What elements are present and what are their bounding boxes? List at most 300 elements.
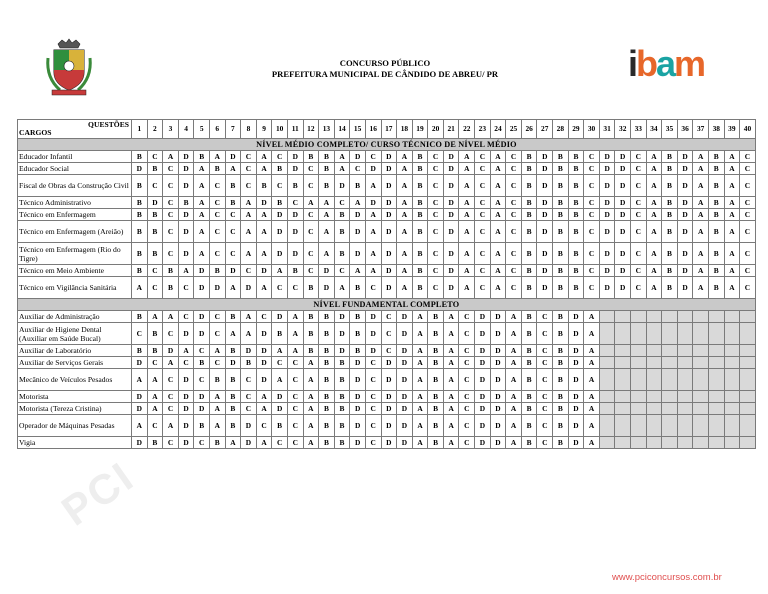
answer-cell: D [599, 175, 615, 197]
question-number: 29 [568, 120, 584, 139]
answer-cell: B [147, 163, 163, 175]
blank-cell [646, 415, 662, 437]
answer-cell: B [662, 277, 678, 299]
blank-cell [677, 311, 693, 323]
answer-cell: D [365, 345, 381, 357]
answer-cell: C [506, 175, 522, 197]
answer-cell: D [350, 209, 366, 221]
answer-cell: C [272, 175, 288, 197]
blank-cell [662, 323, 678, 345]
answer-cell: C [241, 391, 257, 403]
answer-cell: C [459, 345, 475, 357]
answer-cell: D [272, 311, 288, 323]
answer-cell: D [615, 175, 631, 197]
answer-cell: A [490, 151, 506, 163]
answer-cell: C [132, 323, 148, 345]
answer-cell: A [490, 277, 506, 299]
answer-cell: C [303, 265, 319, 277]
answer-cell: C [459, 311, 475, 323]
section-header-row [18, 139, 756, 151]
blank-cell [677, 391, 693, 403]
answer-cell: D [350, 151, 366, 163]
answer-cell: C [287, 197, 303, 209]
blank-cell [615, 403, 631, 415]
answer-cell: C [475, 243, 491, 265]
answer-cell: D [490, 403, 506, 415]
answer-cell: A [303, 357, 319, 369]
blank-cell [724, 391, 740, 403]
municipal-crest-logo [44, 38, 94, 98]
blank-cell [724, 323, 740, 345]
blank-cell [631, 391, 647, 403]
answer-cell: A [693, 209, 709, 221]
answer-cell: D [178, 151, 194, 163]
blank-cell [677, 437, 693, 449]
answer-cell: D [475, 369, 491, 391]
answer-cell: C [631, 151, 647, 163]
blank-cell [693, 357, 709, 369]
blank-cell [724, 369, 740, 391]
answer-cell: D [599, 221, 615, 243]
answer-cell: A [241, 243, 257, 265]
answer-cell: D [178, 323, 194, 345]
answer-cell: D [178, 221, 194, 243]
answer-cell: A [194, 197, 210, 209]
answer-cell: B [521, 209, 537, 221]
question-number: 26 [521, 120, 537, 139]
question-number: 2 [147, 120, 163, 139]
answer-cell: D [475, 357, 491, 369]
answer-cell: D [443, 243, 459, 265]
answer-cell: C [287, 437, 303, 449]
answer-cell: A [506, 403, 522, 415]
answer-cell: D [365, 163, 381, 175]
answer-cell: B [553, 175, 569, 197]
answer-cell: A [397, 197, 413, 209]
cargo-name: Técnico em Meio Ambiente [18, 265, 132, 277]
answer-cell: D [443, 163, 459, 175]
answer-cell: B [147, 221, 163, 243]
answer-cell: C [631, 175, 647, 197]
question-number: 1 [132, 120, 148, 139]
answer-cell: B [521, 163, 537, 175]
cargo-name: Técnico em Enfermagem (Rio do Tigre) [18, 243, 132, 265]
answer-cell: D [350, 415, 366, 437]
answer-cell: A [397, 265, 413, 277]
answer-cell: A [397, 175, 413, 197]
answer-cell: C [459, 323, 475, 345]
blank-cell [615, 369, 631, 391]
blank-cell [631, 345, 647, 357]
table-row [18, 369, 756, 391]
answer-cell: A [506, 311, 522, 323]
answer-cell: A [506, 391, 522, 403]
answer-cell: C [428, 265, 444, 277]
answer-cell: D [397, 391, 413, 403]
answer-cell: A [506, 437, 522, 449]
answer-cell: B [521, 175, 537, 197]
answer-cell: D [599, 151, 615, 163]
answer-cell: B [303, 345, 319, 357]
answer-cell: B [163, 265, 179, 277]
answer-cell: D [677, 243, 693, 265]
answer-cell: D [615, 243, 631, 265]
blank-cell [646, 391, 662, 403]
answer-cell: D [599, 197, 615, 209]
answer-cell: B [319, 151, 335, 163]
answer-cell: B [147, 323, 163, 345]
answer-cell: A [490, 265, 506, 277]
answer-cell: D [615, 221, 631, 243]
table-row [18, 151, 756, 163]
answer-cell: A [256, 391, 272, 403]
table-row [18, 357, 756, 369]
question-number: 6 [209, 120, 225, 139]
answer-cell: D [599, 209, 615, 221]
answer-cell: D [194, 311, 210, 323]
answer-cell: D [287, 163, 303, 175]
cargo-name: Auxiliar de Administração [18, 311, 132, 323]
answer-cell: B [334, 221, 350, 243]
answer-cell: A [459, 277, 475, 299]
answer-cell: D [568, 415, 584, 437]
blank-cell [693, 415, 709, 437]
answer-cell: D [350, 403, 366, 415]
answer-cell: C [428, 243, 444, 265]
answer-cell: B [521, 415, 537, 437]
answer-cell: C [209, 221, 225, 243]
answer-cell: D [537, 243, 553, 265]
answer-cell: A [646, 243, 662, 265]
answer-cell: C [303, 163, 319, 175]
answer-cell: B [319, 311, 335, 323]
blank-cell [599, 323, 615, 345]
answer-cell: C [365, 277, 381, 299]
answer-cell: A [365, 209, 381, 221]
question-number: 8 [241, 120, 257, 139]
table-row [18, 403, 756, 415]
answer-cell: A [256, 151, 272, 163]
answer-cell: D [319, 265, 335, 277]
answer-cell: C [163, 163, 179, 175]
answer-cell: A [646, 265, 662, 277]
question-number: 13 [319, 120, 335, 139]
answer-cell: C [209, 243, 225, 265]
blank-cell [599, 345, 615, 357]
answer-cell: D [568, 369, 584, 391]
answer-cell: C [584, 243, 600, 265]
answer-cell: B [521, 311, 537, 323]
answer-cell: A [459, 197, 475, 209]
ibam-logo: i b a m [628, 43, 705, 84]
blank-cell [615, 357, 631, 369]
answer-cell: D [568, 345, 584, 357]
answer-cell: A [350, 197, 366, 209]
blank-cell [693, 323, 709, 345]
answer-cell: B [209, 163, 225, 175]
answer-cell: C [178, 357, 194, 369]
answer-cell: B [521, 403, 537, 415]
answer-cell: C [241, 151, 257, 163]
answer-cell: A [350, 265, 366, 277]
answer-cell: B [412, 209, 428, 221]
answer-cell: C [506, 265, 522, 277]
answer-cell: D [568, 323, 584, 345]
answer-cell: C [506, 163, 522, 175]
question-number: 25 [506, 120, 522, 139]
answer-cell: D [287, 243, 303, 265]
answer-cell: A [147, 391, 163, 403]
answer-cell: B [225, 311, 241, 323]
answer-cell: A [209, 345, 225, 357]
answer-cell: A [724, 209, 740, 221]
answer-cell: C [459, 391, 475, 403]
answer-cell: D [475, 323, 491, 345]
answer-cell: B [225, 391, 241, 403]
answer-cell: B [272, 415, 288, 437]
answer-cell: D [677, 209, 693, 221]
answer-cell: A [256, 243, 272, 265]
cargo-name: Motorista (Tereza Cristina) [18, 403, 132, 415]
answer-cell: D [537, 151, 553, 163]
answer-cell: D [475, 391, 491, 403]
question-number: 33 [631, 120, 647, 139]
answer-cell: D [132, 403, 148, 415]
answer-cell: C [365, 357, 381, 369]
blank-cell [740, 369, 756, 391]
answer-cell: B [568, 265, 584, 277]
answer-cell: D [287, 221, 303, 243]
answer-cell: C [537, 323, 553, 345]
question-number: 37 [693, 120, 709, 139]
answer-cell: C [241, 265, 257, 277]
answer-cell: A [490, 243, 506, 265]
answer-cell: B [662, 163, 678, 175]
answer-cell: A [693, 163, 709, 175]
answer-cell: D [381, 277, 397, 299]
answer-cell: A [584, 345, 600, 357]
answer-cell: B [334, 369, 350, 391]
table-row [18, 323, 756, 345]
answer-cell: C [303, 243, 319, 265]
answer-cell: C [163, 197, 179, 209]
answer-cell: C [584, 221, 600, 243]
question-number: 24 [490, 120, 506, 139]
answer-cell: B [303, 277, 319, 299]
answer-cell: B [225, 369, 241, 391]
answer-cell: B [708, 209, 724, 221]
answer-cell: D [381, 209, 397, 221]
answer-cell: A [443, 345, 459, 357]
answer-cell: C [631, 243, 647, 265]
answer-cell: B [553, 151, 569, 163]
answer-cell: A [693, 197, 709, 209]
answer-cell: D [381, 265, 397, 277]
cargo-name: Operador de Máquinas Pesadas [18, 415, 132, 437]
answer-cell: B [147, 437, 163, 449]
answer-cell: B [662, 243, 678, 265]
answer-cell: A [584, 415, 600, 437]
answer-cell: A [724, 221, 740, 243]
answer-cell: B [225, 345, 241, 357]
answer-cell: A [194, 163, 210, 175]
answer-cell: B [521, 243, 537, 265]
answer-cell: C [475, 163, 491, 175]
answer-cell: A [241, 197, 257, 209]
answer-cell: B [412, 163, 428, 175]
answer-cell: B [163, 277, 179, 299]
answer-cell: B [225, 415, 241, 437]
question-number: 15 [350, 120, 366, 139]
answer-cell: D [568, 437, 584, 449]
answer-cell: B [553, 345, 569, 357]
answer-cell: C [584, 151, 600, 163]
answer-cell: A [163, 311, 179, 323]
answer-cell: D [272, 221, 288, 243]
answer-cell: B [521, 357, 537, 369]
answer-cell: A [646, 163, 662, 175]
answer-cell: A [506, 369, 522, 391]
answer-cell: D [350, 391, 366, 403]
answer-cell: C [225, 209, 241, 221]
answer-cell: D [350, 357, 366, 369]
answer-cell: C [163, 221, 179, 243]
answer-cell: A [225, 277, 241, 299]
answer-cell: D [677, 175, 693, 197]
answer-cell: A [334, 151, 350, 163]
answer-cell: B [662, 209, 678, 221]
answer-cell: B [334, 415, 350, 437]
answer-cell: D [132, 437, 148, 449]
answer-cell: B [521, 197, 537, 209]
cargo-name: Auxiliar de Laboratório [18, 345, 132, 357]
answer-cell: B [194, 357, 210, 369]
answer-cell: B [319, 369, 335, 391]
answer-cell: C [209, 175, 225, 197]
answer-cell: B [334, 243, 350, 265]
answer-cell: D [178, 391, 194, 403]
answer-cell: B [303, 323, 319, 345]
question-number: 5 [194, 120, 210, 139]
answer-cell: B [553, 369, 569, 391]
answer-cell: A [443, 311, 459, 323]
answer-cell: D [490, 345, 506, 357]
answer-cell: D [256, 323, 272, 345]
answer-cell: B [334, 357, 350, 369]
answer-cell: C [459, 437, 475, 449]
blank-cell [615, 391, 631, 403]
answer-cell: B [412, 151, 428, 163]
answer-cell: C [631, 163, 647, 175]
answer-cell: A [256, 209, 272, 221]
answer-cell: A [412, 311, 428, 323]
answer-cell: D [443, 151, 459, 163]
answer-cell: B [521, 369, 537, 391]
blank-cell [615, 323, 631, 345]
answer-cell: D [381, 403, 397, 415]
section-header-row [18, 299, 756, 311]
answer-cell: A [397, 151, 413, 163]
answer-cell: A [459, 209, 475, 221]
blank-cell [662, 437, 678, 449]
answer-cell: B [319, 323, 335, 345]
answer-cell: D [147, 197, 163, 209]
answer-cell: B [428, 323, 444, 345]
answer-cell: B [303, 311, 319, 323]
answer-cell: D [475, 403, 491, 415]
blank-cell [740, 403, 756, 415]
answer-cell: B [553, 391, 569, 403]
answer-cell: B [412, 265, 428, 277]
blank-cell [740, 357, 756, 369]
answer-cell: C [209, 323, 225, 345]
answer-cell: B [319, 345, 335, 357]
answer-cell: B [412, 175, 428, 197]
answer-cell: B [132, 221, 148, 243]
answer-cell: A [209, 403, 225, 415]
question-number: 34 [646, 120, 662, 139]
blank-cell [677, 369, 693, 391]
answer-cell: A [459, 175, 475, 197]
blank-cell [631, 437, 647, 449]
answer-cell: C [740, 163, 756, 175]
cargo-name: Técnico em Enfermagem [18, 209, 132, 221]
answer-cell: B [708, 163, 724, 175]
answer-cell: D [397, 437, 413, 449]
blank-cell [677, 345, 693, 357]
answer-cell: C [740, 221, 756, 243]
answer-cell: C [506, 151, 522, 163]
answer-cell: A [319, 243, 335, 265]
answer-cell: C [631, 221, 647, 243]
answer-cell: A [443, 323, 459, 345]
answer-cell: D [475, 345, 491, 357]
answer-cell: B [568, 175, 584, 197]
answer-cell: A [693, 221, 709, 243]
answer-cell: C [506, 197, 522, 209]
answer-cell: B [256, 175, 272, 197]
cargo-name: Educador Social [18, 163, 132, 175]
answer-cell: A [303, 415, 319, 437]
cargo-name: Auxiliar de Higiene Dental (Auxiliar em Saúde Bucal) [18, 323, 132, 345]
answer-cell: D [397, 345, 413, 357]
answer-cell: B [319, 391, 335, 403]
answer-cell: C [334, 265, 350, 277]
answer-cell: B [521, 437, 537, 449]
answer-cell: B [521, 277, 537, 299]
answer-cell: C [163, 243, 179, 265]
answer-cell: A [256, 403, 272, 415]
answer-cell: B [194, 415, 210, 437]
answer-cell: D [599, 265, 615, 277]
answer-cell: C [428, 175, 444, 197]
answer-cell: C [506, 243, 522, 265]
header-row [18, 120, 756, 139]
answer-cell: A [584, 369, 600, 391]
answer-cell: D [490, 369, 506, 391]
answer-cell: C [584, 277, 600, 299]
answer-cell: D [475, 415, 491, 437]
blank-cell [631, 311, 647, 323]
answer-cell: D [381, 415, 397, 437]
answer-cell: C [287, 277, 303, 299]
answer-cell: C [147, 151, 163, 163]
answer-cell: C [272, 151, 288, 163]
answer-cell: C [740, 151, 756, 163]
question-number: 35 [662, 120, 678, 139]
answer-cell: B [272, 197, 288, 209]
answer-cell: A [724, 265, 740, 277]
